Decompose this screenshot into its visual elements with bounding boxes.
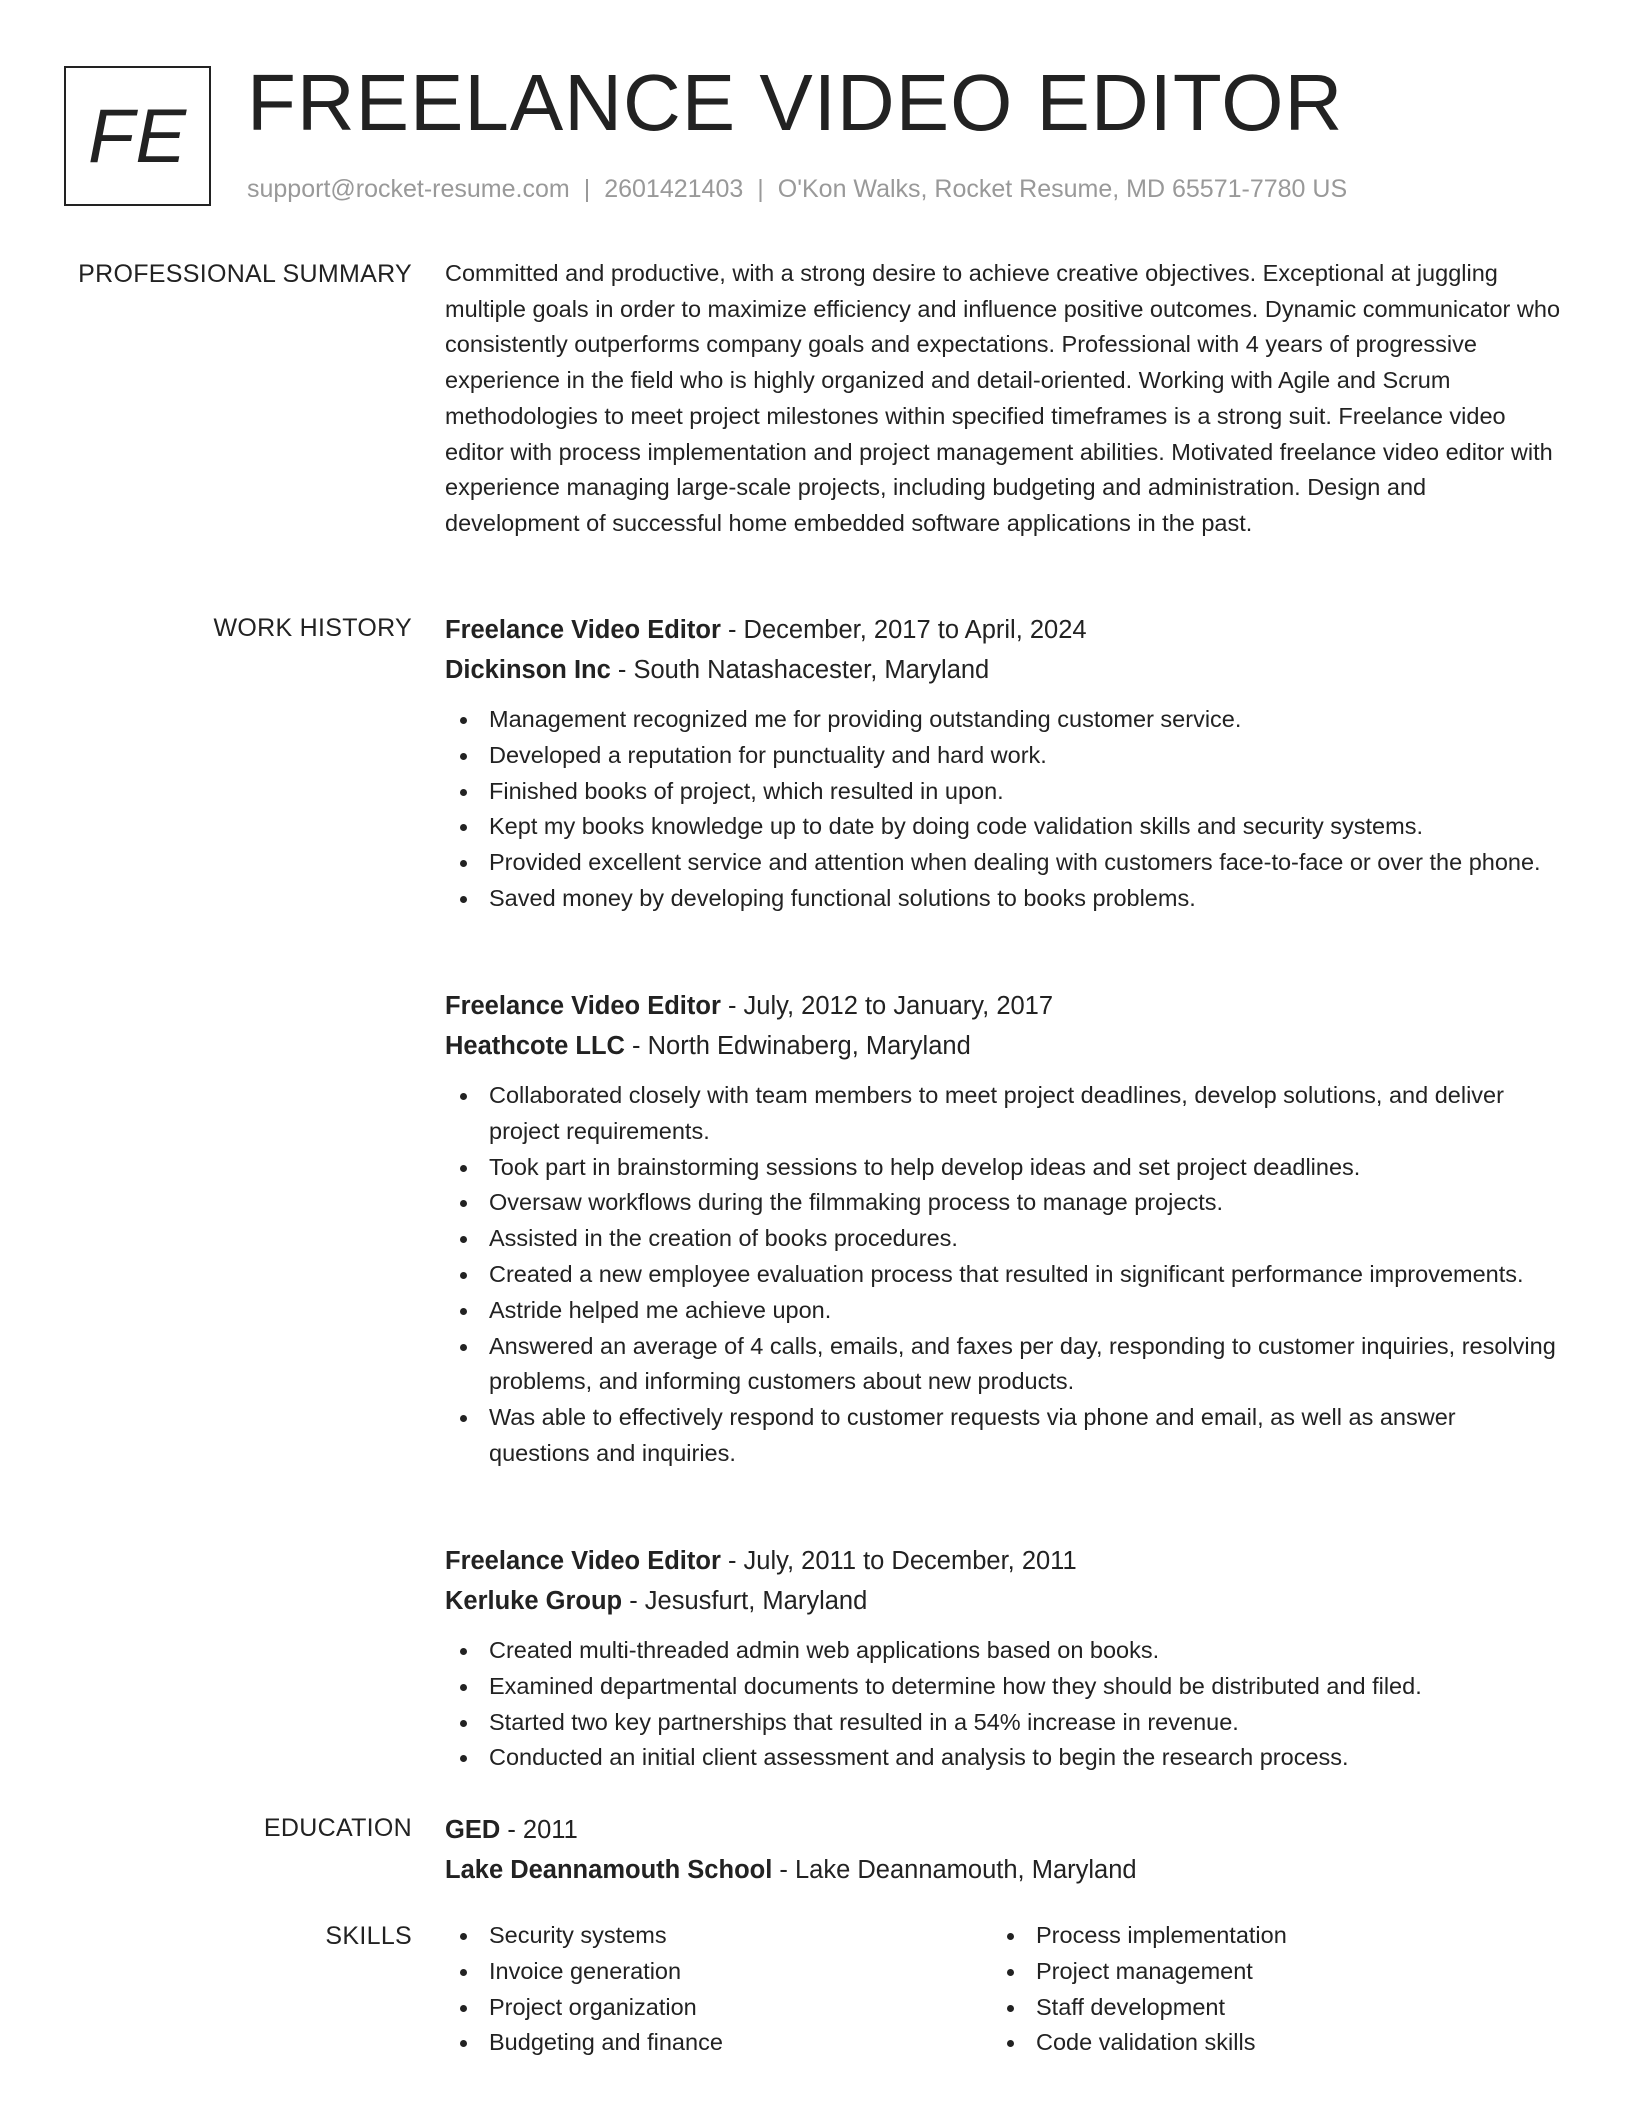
job-bullet: Created a new employee evaluation process that resulted in significant performance improvements.	[445, 1257, 1560, 1293]
job-bullet: Started two key partnerships that resulted in a 54% increase in revenue.	[445, 1705, 1560, 1741]
job-bullet: Examined departmental documents to determine how they should be distributed and filed.	[445, 1669, 1560, 1705]
job-bullets	[445, 1633, 1560, 1776]
contact-separator: |	[757, 175, 764, 203]
education-location: - Lake Deannamouth, Maryland	[772, 1856, 1137, 1884]
skill-item: Code validation skills	[992, 2025, 1492, 2061]
contact-separator: |	[583, 175, 591, 203]
education-degree: GED	[445, 1816, 501, 1844]
job-entry	[445, 1541, 1560, 1776]
job-bullet: Provided excellent service and attention when dealing with customers face-to-face or over the phone.	[445, 845, 1560, 881]
education-school-line	[445, 1850, 1560, 1890]
job-title-line	[445, 1541, 1560, 1581]
job-bullet: Answered an average of 4 calls, emails, and faxes per day, responding to customer inquiries, resolving problems, and informing customers about new products.	[445, 1329, 1560, 1401]
job-company: Dickinson Inc	[445, 656, 611, 684]
monogram-box	[64, 66, 211, 206]
education-heading: EDUCATION	[263, 1814, 412, 1842]
skill-item: Project organization	[445, 1990, 945, 2026]
job-bullets	[445, 1078, 1560, 1472]
skill-item: Invoice generation	[445, 1954, 945, 1990]
job-title-line	[445, 610, 1560, 650]
job-bullet: Saved money by developing functional solutions to books problems.	[445, 881, 1560, 917]
job-entry	[445, 610, 1560, 917]
job-location: - Jesusfurt, Maryland	[622, 1587, 868, 1615]
job-location: - North Edwinaberg, Maryland	[624, 1032, 971, 1060]
contact-address: O'Kon Walks, Rocket Resume, MD 65571-7780 US	[777, 175, 1348, 203]
job-title-line	[445, 986, 1560, 1026]
job-dates: - December, 2017 to April, 2024	[720, 616, 1087, 644]
skills-heading: SKILLS	[325, 1922, 412, 1950]
resume-title: FREELANCE VIDEO EDITOR	[247, 58, 1344, 147]
job-bullet: Created multi-threaded admin web applications based on books.	[445, 1633, 1560, 1669]
skill-item: Budgeting and finance	[445, 2025, 945, 2061]
job-company-line	[445, 1026, 1560, 1066]
job-bullet: Took part in brainstorming sessions to help develop ideas and set project deadlines.	[445, 1150, 1560, 1186]
monogram-initials: FE	[87, 93, 188, 179]
job-company: Kerluke Group	[445, 1587, 623, 1615]
job-company-line	[445, 650, 1560, 690]
education-degree-line	[445, 1810, 1560, 1850]
job-dates: - July, 2012 to January, 2017	[720, 992, 1054, 1020]
skill-item: Security systems	[445, 1918, 945, 1954]
job-bullet: Assisted in the creation of books procedures.	[445, 1221, 1560, 1257]
job-company: Heathcote LLC	[445, 1032, 625, 1060]
job-bullet: Was able to effectively respond to customer requests via phone and email, as well as answer questions and inquiries.	[445, 1400, 1560, 1472]
work-history-heading: WORK HISTORY	[213, 614, 412, 642]
job-title: Freelance Video Editor	[445, 616, 721, 644]
contact-email: support@rocket-resume.com	[247, 175, 570, 203]
job-bullet: Developed a reputation for punctuality and hard work.	[445, 738, 1560, 774]
job-location: - South Natashacester, Maryland	[610, 656, 990, 684]
job-dates: - July, 2011 to December, 2011	[720, 1547, 1077, 1575]
job-title: Freelance Video Editor	[445, 1547, 721, 1575]
skill-item: Staff development	[992, 1990, 1492, 2026]
skill-item: Project management	[992, 1954, 1492, 1990]
skills-list-right	[992, 1918, 1492, 2061]
skills-list-left	[445, 1918, 945, 2061]
job-bullet: Collaborated closely with team members to meet project deadlines, develop solutions, and deliver project requirements.	[445, 1078, 1560, 1150]
education-school: Lake Deannamouth School	[445, 1856, 773, 1884]
job-bullets	[445, 702, 1560, 917]
job-entry	[445, 986, 1560, 1472]
job-bullet: Kept my books knowledge up to date by doing code validation skills and security systems.	[445, 809, 1560, 845]
summary-text: Committed and productive, with a strong desire to achieve creative objectives. Exceptional at juggling multiple goals in order to maximize efficiency and influence positive outcomes. Dynamic communicator who consistently outperforms company goals and expectations. Professional with 4 years of progressive experience in the field who is highly organized and detail-oriented. Working with Agile and Scrum methodologies to meet project milestones within specified timeframes is a strong suit. Freelance video editor with process implementation and project management abilities. Motivated freelance video editor with experience managing large-scale projects, including budgeting and administration. Design and development of successful home embedded software applications in the past.	[445, 260, 1561, 536]
job-bullet: Astride helped me achieve upon.	[445, 1293, 1560, 1329]
job-company-line	[445, 1581, 1560, 1621]
job-bullet: Management recognized me for providing outstanding customer service.	[445, 702, 1560, 738]
job-bullet: Finished books of project, which resulted in upon.	[445, 774, 1560, 810]
contact-phone: 2601421403	[604, 175, 744, 203]
education-year: - 2011	[500, 1816, 578, 1844]
job-title: Freelance Video Editor	[445, 992, 721, 1020]
contact-line	[247, 173, 1347, 205]
job-bullet: Oversaw workflows during the filmmaking process to manage projects.	[445, 1185, 1560, 1221]
job-bullet: Conducted an initial client assessment and analysis to begin the research process.	[445, 1740, 1560, 1776]
skill-item: Process implementation	[992, 1918, 1492, 1954]
summary-heading: PROFESSIONAL SUMMARY	[78, 260, 412, 288]
